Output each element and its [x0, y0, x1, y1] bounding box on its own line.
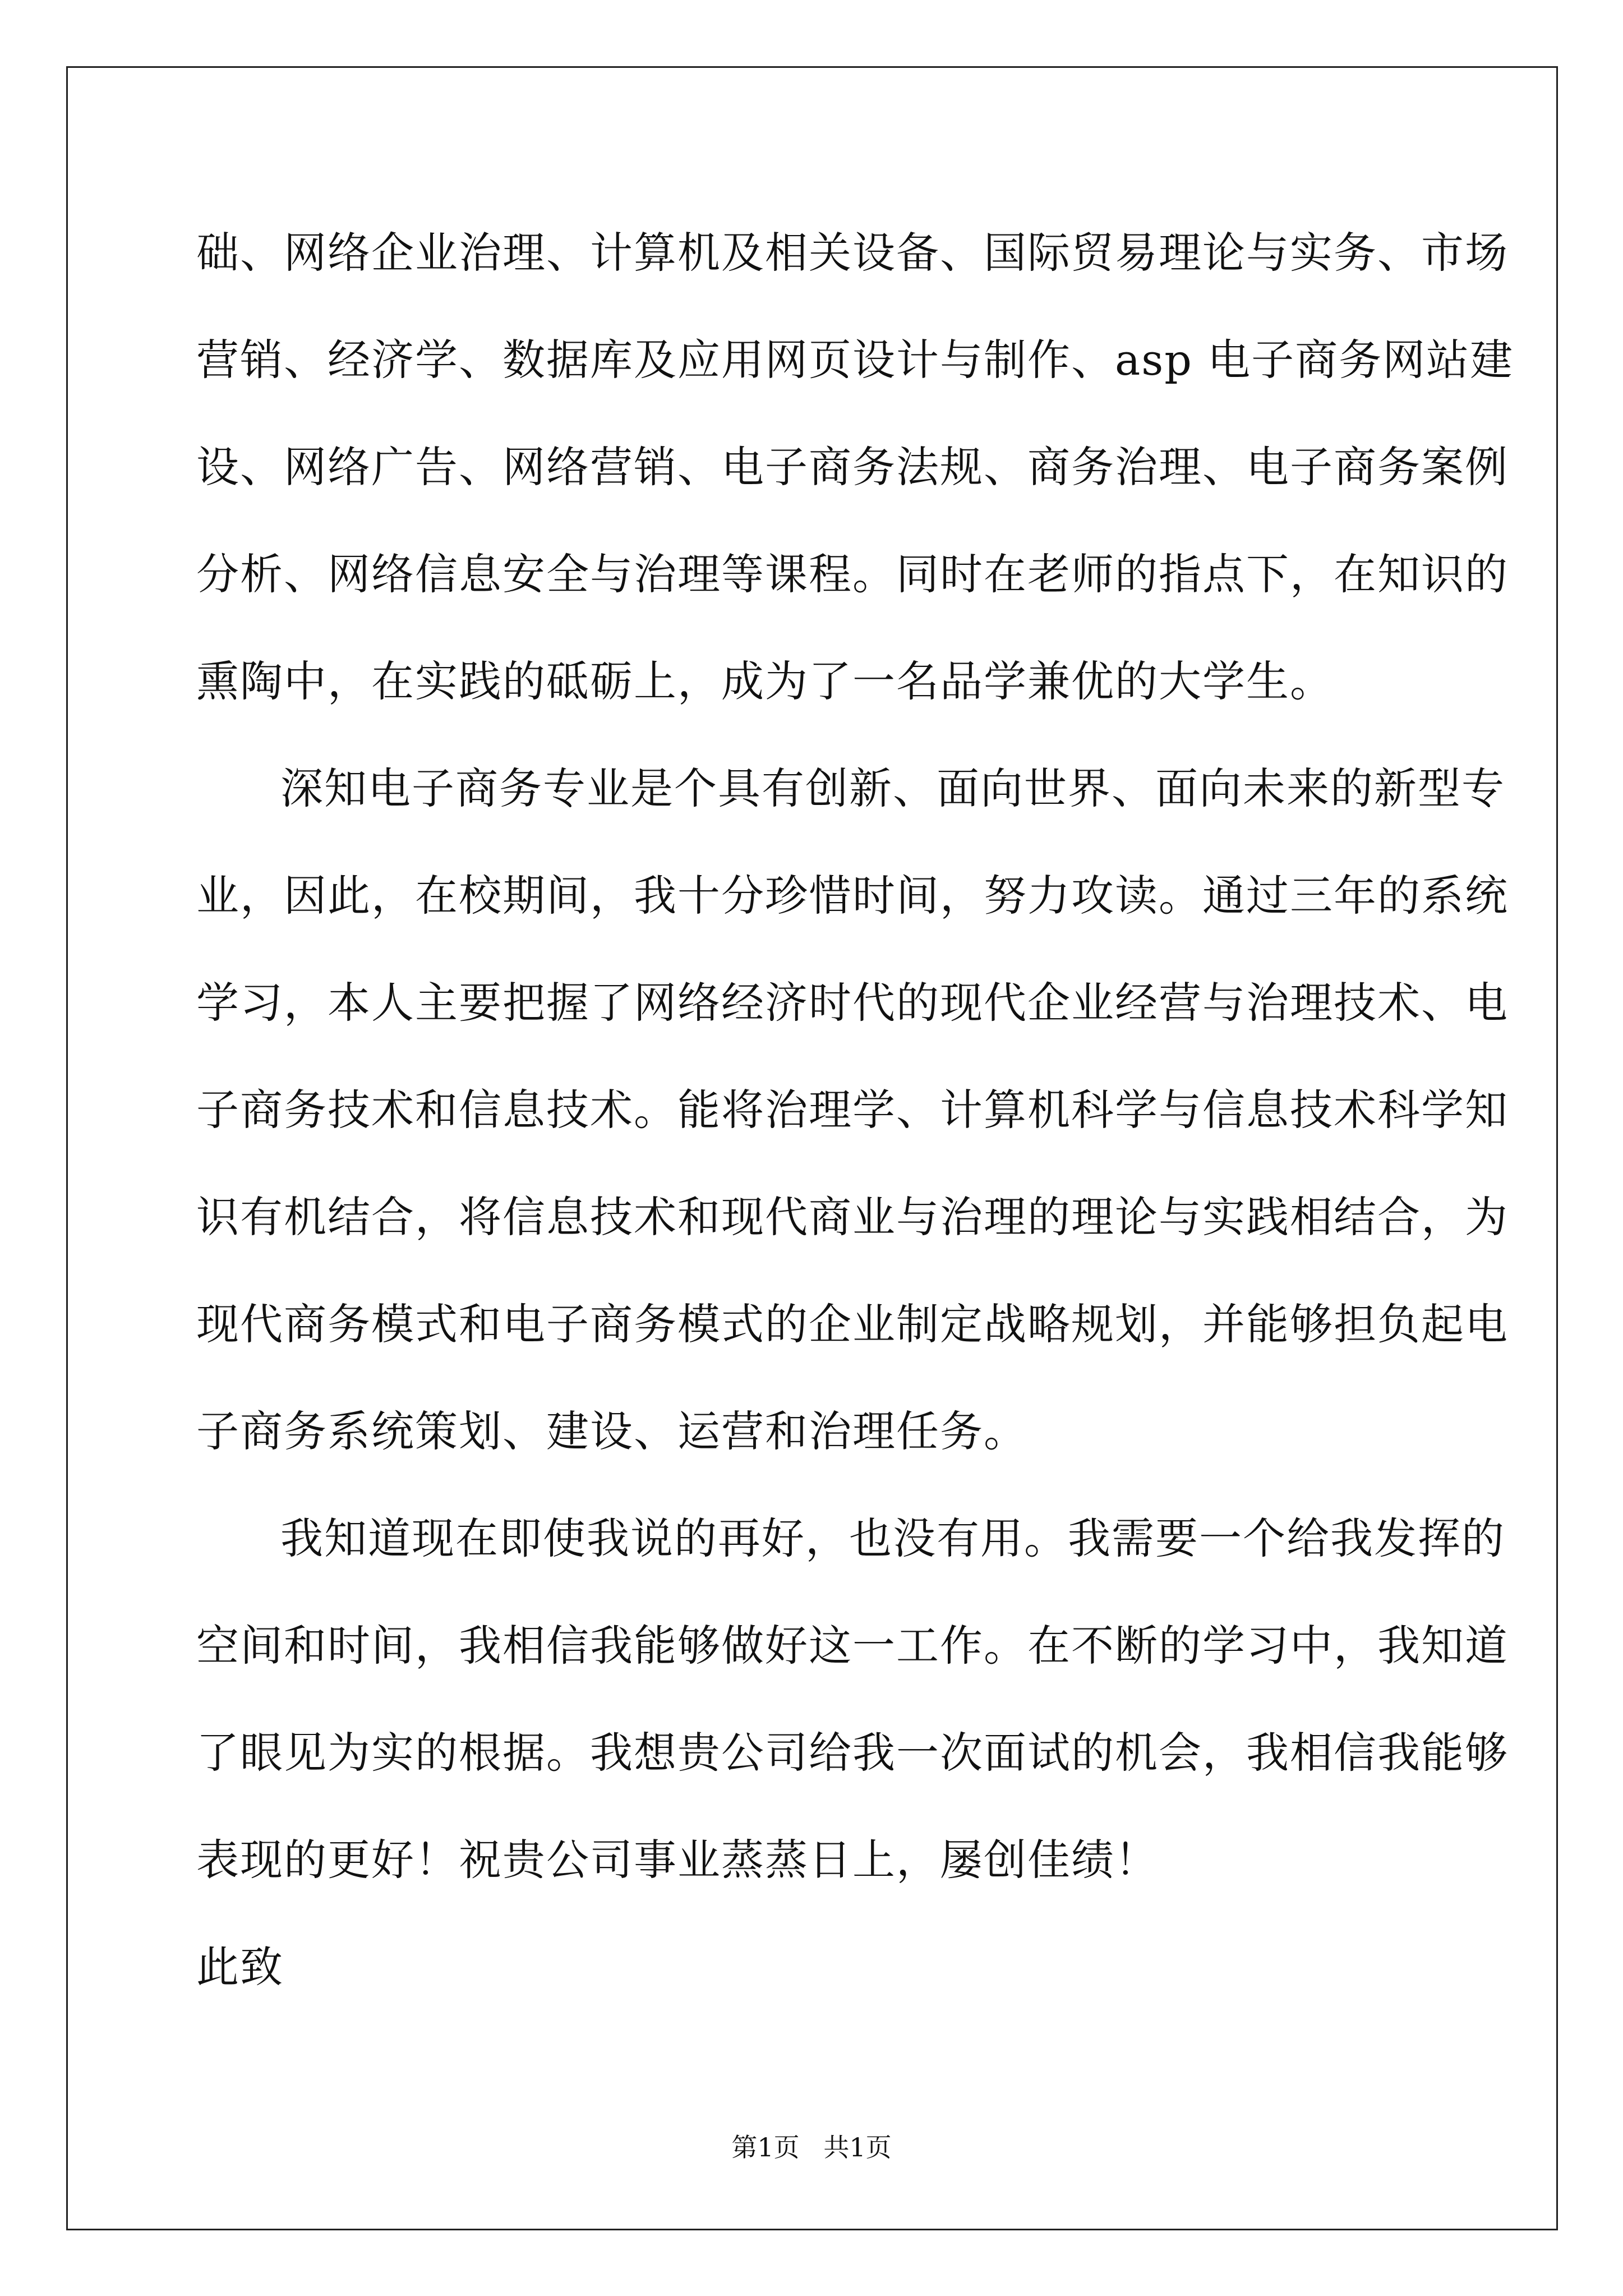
text-line: 我知道现在即使我说的再好，也没有用。我需要一个给我发挥的 — [280, 1513, 1505, 1563]
page-number: 第1页 — [731, 2132, 800, 2162]
text-line: 础、网络企业治理、计算机及相关设备、国际贸易理论与实务、市场 — [196, 228, 1509, 278]
text-line: 识有机结合，将信息技术和现代商业与治理的理论与实践相结合，为 — [196, 1192, 1509, 1242]
text-line: 子商务技术和信息技术。能将治理学、计算机科学与信息技术科学知 — [196, 1085, 1509, 1135]
text-line: 设、网络广告、网络营销、电子商务法规、商务治理、电子商务案例 — [196, 442, 1509, 492]
paragraph — [196, 1485, 1509, 1913]
page-total: 共1页 — [823, 2132, 892, 2162]
text-line: 表现的更好！祝贵公司事业蒸蒸日上，屡创佳绩！ — [196, 1835, 1159, 1885]
text-line: 了眼见为实的根据。我想贵公司给我一次面试的机会，我相信我能够 — [196, 1728, 1509, 1778]
text-line: 学习，本人主要把握了网络经济时代的现代企业经营与治理技术、电 — [196, 978, 1509, 1028]
closing-line: 此致 — [196, 1942, 284, 1992]
page-footer — [0, 2131, 1623, 2164]
text-line: 深知电子商务专业是个具有创新、面向世界、面向未来的新型专 — [280, 763, 1505, 813]
closing — [196, 1913, 1430, 2021]
text-line: 熏陶中，在实践的砥砺上，成为了一名品学兼优的大学生。 — [196, 656, 1334, 706]
text-line: 空间和时间，我相信我能够做好这一工作。在不断的学习中，我知道 — [196, 1621, 1509, 1671]
text-line: 现代商务模式和电子商务模式的企业制定战略规划，并能够担负起电 — [196, 1299, 1509, 1349]
text-line: 业，因此，在校期间，我十分珍惜时间，努力攻读。通过三年的系统 — [196, 871, 1509, 921]
text-line: 子商务系统策划、建设、运营和治理任务。 — [196, 1406, 1027, 1456]
text-line: 分析、网络信息安全与治理等课程。同时在老师的指点下，在知识的 — [196, 549, 1509, 599]
paragraph — [196, 735, 1509, 1485]
paragraph — [196, 199, 1514, 735]
document-body — [196, 199, 1514, 2021]
text-line: 营销、经济学、数据库及应用网页设计与制作、asp 电子商务网站建 — [196, 335, 1514, 385]
